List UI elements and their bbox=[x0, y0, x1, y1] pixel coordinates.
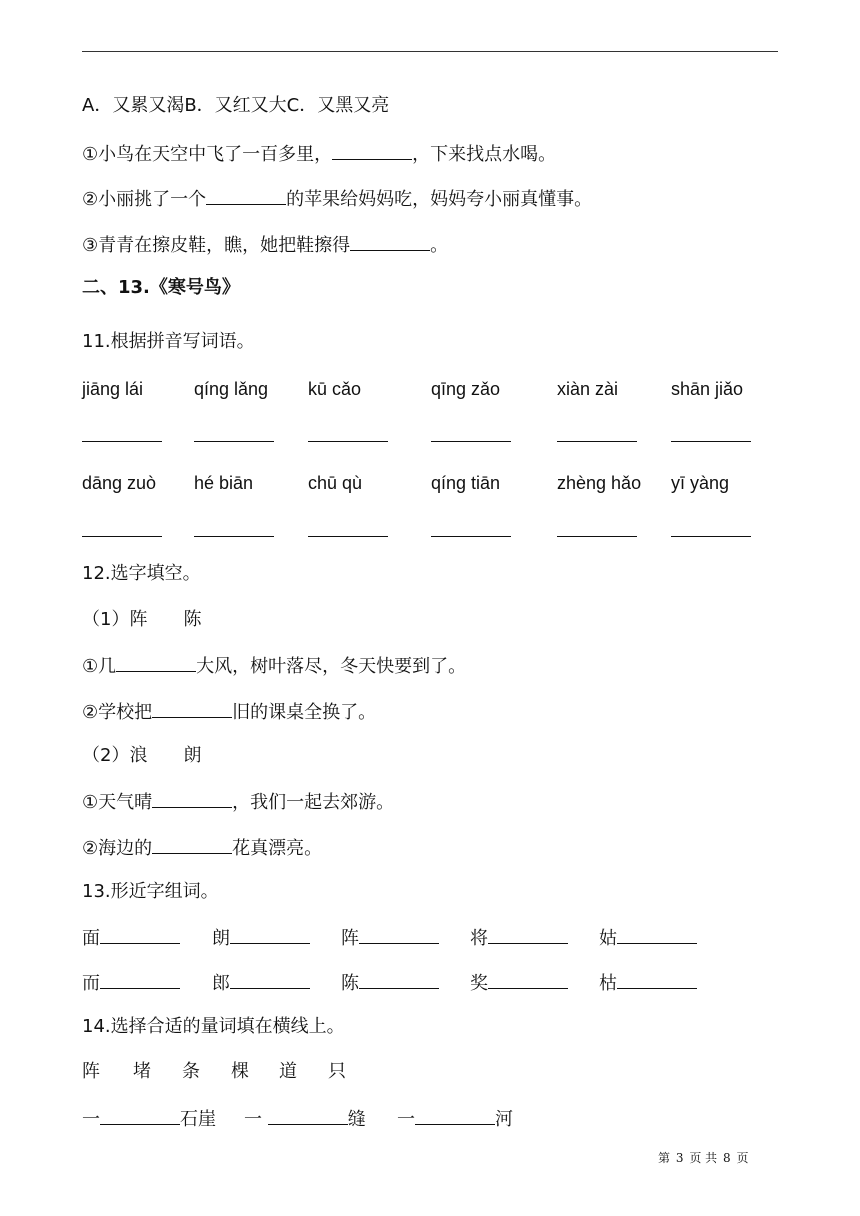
answer-blank[interactable] bbox=[100, 925, 180, 944]
pinyin-2: qíng lǎng bbox=[194, 379, 269, 399]
answer-blank[interactable] bbox=[488, 970, 568, 989]
q14-word: 棵 bbox=[231, 1061, 249, 1082]
footer-suffix: 页 bbox=[736, 1151, 749, 1165]
q12-g2-item-1 bbox=[82, 789, 394, 815]
answer-blank[interactable] bbox=[617, 925, 697, 944]
q10-item-3-blank[interactable] bbox=[350, 232, 430, 251]
answer-blank[interactable] bbox=[308, 441, 388, 442]
q12-g1-item-1 bbox=[82, 653, 466, 679]
q10-item-3-pre: ③青青在擦皮鞋，瞧，她把鞋擦得 bbox=[82, 235, 351, 256]
q13-cell bbox=[341, 925, 439, 951]
answer-blank[interactable] bbox=[308, 536, 388, 537]
pinyin-4: qīng zǎo bbox=[431, 379, 501, 399]
answer-blank[interactable] bbox=[557, 441, 637, 442]
q14-word: 道 bbox=[279, 1061, 297, 1082]
footer-page-number: 3 bbox=[675, 1151, 684, 1165]
q14-word: 条 bbox=[182, 1061, 200, 1082]
answer-blank[interactable] bbox=[82, 536, 162, 537]
answer-blank[interactable] bbox=[415, 1106, 495, 1125]
pinyin-3: kū cǎo bbox=[308, 379, 362, 399]
q11-title: 11.根据拼音写词语。 bbox=[82, 331, 255, 352]
answer-blank[interactable] bbox=[488, 925, 568, 944]
q12-g2-item-1-post: ，我们一起去郊游。 bbox=[232, 792, 395, 813]
q13-char: 将 bbox=[470, 928, 488, 949]
pinyin-1: jiāng lái bbox=[82, 379, 144, 399]
q12-g2-item-2-post: 花真漂亮。 bbox=[232, 838, 323, 859]
q14-phrase-post: 缝 bbox=[347, 1109, 366, 1130]
q14-phrase-post: 石崖 bbox=[180, 1109, 216, 1130]
q12-g2-item-2 bbox=[82, 835, 322, 861]
q12-group1-label: （1）阵 陈 bbox=[82, 609, 202, 630]
q14-phrase-pre: 一 bbox=[397, 1109, 415, 1130]
q13-cell bbox=[82, 925, 180, 951]
q13-cell bbox=[470, 970, 568, 996]
q12-g2-item-1-pre: ①天气晴 bbox=[82, 792, 153, 813]
q12-g2-item-2-pre: ②海边的 bbox=[82, 838, 153, 859]
answer-blank[interactable] bbox=[359, 970, 439, 989]
q12-g2-item-1-blank[interactable] bbox=[152, 789, 232, 808]
q12-g1-item-2-blank[interactable] bbox=[152, 699, 232, 718]
q12-group2-label: （2）浪 朗 bbox=[82, 745, 202, 766]
q12-g1-item-1-post: 大风，树叶落尽，冬天快要到了。 bbox=[196, 656, 467, 677]
q10-item-1-pre: ①小鸟在天空中飞了一百多里， bbox=[82, 144, 333, 165]
q13-cell bbox=[212, 925, 310, 951]
q13-char: 而 bbox=[82, 973, 100, 994]
answer-blank[interactable] bbox=[671, 441, 751, 442]
answer-blank[interactable] bbox=[230, 970, 310, 989]
answer-blank[interactable] bbox=[268, 1106, 348, 1125]
q10-item-3 bbox=[82, 232, 448, 258]
pinyin-12: yī yàng bbox=[671, 473, 730, 493]
q13-cell bbox=[599, 925, 697, 951]
pinyin-11: zhèng hǎo bbox=[557, 473, 642, 493]
answer-blank[interactable] bbox=[671, 536, 751, 537]
q10-item-1 bbox=[82, 141, 556, 167]
q14-title: 14.选择合适的量词填在横线上。 bbox=[82, 1016, 345, 1037]
answer-blank[interactable] bbox=[617, 970, 697, 989]
pinyin-8: hé biān bbox=[194, 473, 254, 493]
q12-g1-item-1-pre: ①几 bbox=[82, 656, 117, 677]
answer-blank[interactable] bbox=[431, 441, 511, 442]
q13-char: 朗 bbox=[212, 928, 230, 949]
answer-blank[interactable] bbox=[431, 536, 511, 537]
q13-char: 枯 bbox=[599, 973, 617, 994]
header-rule bbox=[82, 51, 778, 52]
q12-g1-item-2-pre: ②学校把 bbox=[82, 702, 153, 723]
q12-g1-item-2-post: 旧的课桌全换了。 bbox=[232, 702, 377, 723]
q13-char: 奖 bbox=[470, 973, 488, 994]
q14-phrase-pre: 一 bbox=[82, 1109, 100, 1130]
q13-cell bbox=[212, 970, 310, 996]
q10-item-2 bbox=[82, 186, 592, 212]
options-line: A．又累又渴B．又红又大C．又黑又亮 bbox=[82, 95, 390, 116]
answer-blank[interactable] bbox=[557, 536, 637, 537]
footer-total-pages: 8 bbox=[722, 1151, 731, 1165]
q10-item-2-pre: ②小丽挑了一个 bbox=[82, 189, 207, 210]
q10-item-1-blank[interactable] bbox=[332, 141, 412, 160]
section2-title: 二、13.《寒号鸟》 bbox=[82, 277, 240, 298]
q10-item-2-blank[interactable] bbox=[206, 186, 286, 205]
q13-char: 陈 bbox=[341, 973, 359, 994]
q13-char: 姑 bbox=[599, 928, 617, 949]
q13-cell bbox=[470, 925, 568, 951]
q12-title: 12.选字填空。 bbox=[82, 563, 201, 584]
answer-blank[interactable] bbox=[100, 970, 180, 989]
footer-prefix: 第 bbox=[658, 1151, 671, 1165]
q13-char: 郎 bbox=[212, 973, 230, 994]
q13-cell bbox=[599, 970, 697, 996]
answer-blank[interactable] bbox=[82, 441, 162, 442]
q13-char: 阵 bbox=[341, 928, 359, 949]
pinyin-9: chū qù bbox=[308, 473, 363, 493]
page-footer bbox=[658, 1149, 750, 1166]
answer-blank[interactable] bbox=[359, 925, 439, 944]
q14-phrase-2 bbox=[244, 1106, 366, 1132]
q10-item-2-post: 的苹果给妈妈吃，妈妈夸小丽真懂事。 bbox=[286, 189, 593, 210]
q14-word: 阵 bbox=[82, 1061, 100, 1082]
q14-phrase-pre: 一 bbox=[244, 1109, 268, 1130]
pinyin-10: qíng tiān bbox=[431, 473, 501, 493]
q13-cell bbox=[82, 970, 180, 996]
q14-word: 只 bbox=[328, 1061, 346, 1082]
q13-title: 13.形近字组词。 bbox=[82, 881, 219, 902]
pinyin-7: dāng zuò bbox=[82, 473, 157, 493]
q10-item-3-post: 。 bbox=[430, 235, 449, 256]
q14-phrase-3 bbox=[397, 1106, 513, 1132]
q10-item-1-post: ，下来找点水喝。 bbox=[412, 144, 557, 165]
footer-mid: 页 共 bbox=[689, 1151, 718, 1165]
q14-phrase-post: 河 bbox=[495, 1109, 513, 1130]
q13-cell bbox=[341, 970, 439, 996]
q12-g1-item-1-blank[interactable] bbox=[116, 653, 196, 672]
answer-blank[interactable] bbox=[194, 441, 274, 442]
answer-blank[interactable] bbox=[100, 1106, 180, 1125]
answer-blank[interactable] bbox=[230, 925, 310, 944]
q14-phrase-1 bbox=[82, 1106, 216, 1132]
pinyin-5: xiàn zài bbox=[557, 379, 619, 399]
answer-blank[interactable] bbox=[194, 536, 274, 537]
q14-word: 堵 bbox=[133, 1061, 151, 1082]
pinyin-6: shān jiǎo bbox=[671, 379, 744, 399]
q13-char: 面 bbox=[82, 928, 100, 949]
q12-g1-item-2 bbox=[82, 699, 376, 725]
q12-g2-item-2-blank[interactable] bbox=[152, 835, 232, 854]
